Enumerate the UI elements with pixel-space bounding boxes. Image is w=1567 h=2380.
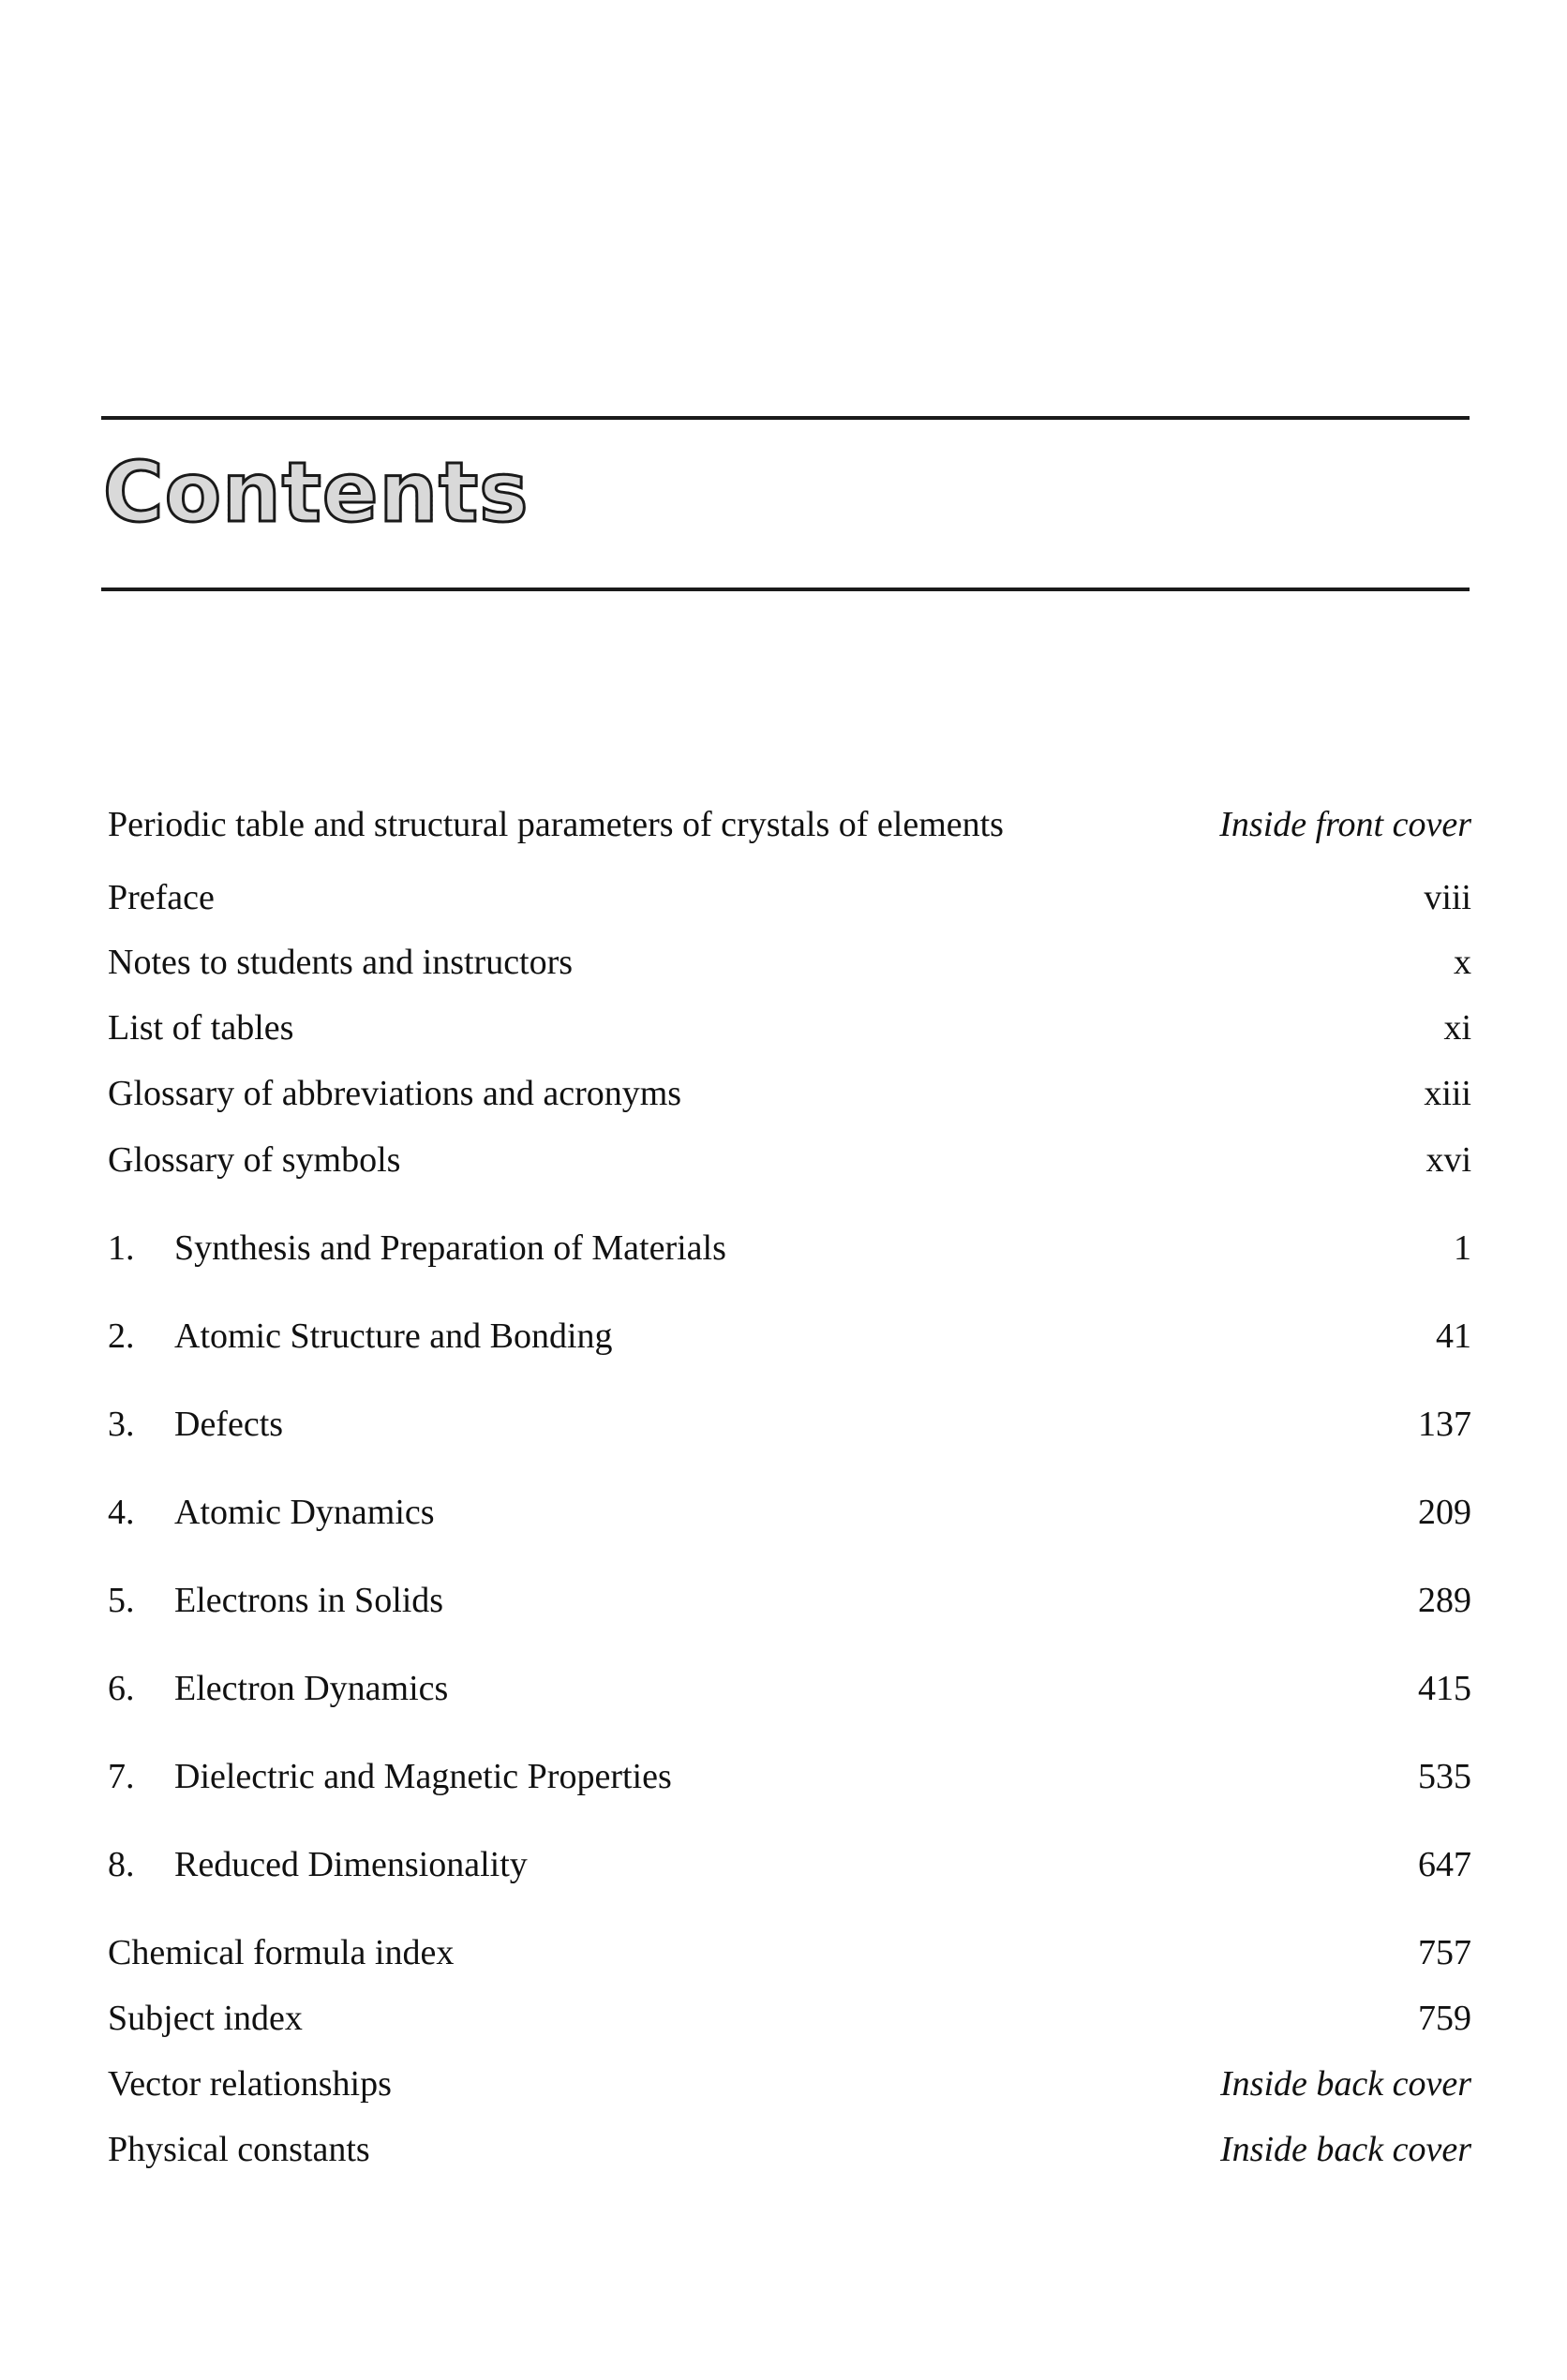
chapter-number: 4. (108, 1493, 135, 1532)
chapter-page: 209 (1418, 1493, 1471, 1532)
chapter-number: 3. (108, 1405, 135, 1444)
toc-entry-physical-constants (0, 2125, 1567, 2174)
toc-entry-label: Glossary of abbreviations and acronyms (108, 1074, 682, 1113)
chapter-number: 6. (108, 1669, 135, 1708)
chapter-page: 289 (1418, 1581, 1471, 1620)
chapter-title: Synthesis and Preparation of Materials (174, 1228, 726, 1268)
chapter-number: 5. (108, 1581, 135, 1620)
toc-entry-label: Physical constants (108, 2130, 370, 2169)
toc-chapter-1 (0, 1224, 1567, 1272)
toc-entry-page: xvi (1425, 1140, 1471, 1180)
chapter-page: 1 (1454, 1228, 1471, 1268)
toc-entry-subject-index (0, 1994, 1567, 2043)
toc-chapter-2 (0, 1312, 1567, 1361)
chapter-title: Reduced Dimensionality (174, 1845, 528, 1884)
chapter-page: 647 (1418, 1845, 1471, 1884)
chapter-title: Dielectric and Magnetic Properties (174, 1757, 672, 1796)
toc-entry-notes (0, 938, 1567, 987)
toc-entry-page: Inside back cover (1220, 2130, 1471, 2169)
toc-chapter-6 (0, 1664, 1567, 1713)
page-title: Contents (103, 444, 530, 541)
toc-entry-label: Chemical formula index (108, 1933, 455, 1972)
chapter-title: Electron Dynamics (174, 1669, 449, 1708)
bottom-rule (101, 588, 1470, 591)
chapter-number: 2. (108, 1316, 135, 1356)
toc-entry-vector-relationships (0, 2060, 1567, 2108)
toc-entry-label: List of tables (108, 1008, 294, 1048)
toc-entry-page: 757 (1418, 1933, 1471, 1972)
chapter-page: 137 (1418, 1405, 1471, 1444)
toc-entry-label: Vector relationships (108, 2064, 392, 2104)
chapter-number: 1. (108, 1228, 135, 1268)
chapter-title: Defects (174, 1405, 284, 1444)
toc-chapter-8 (0, 1840, 1567, 1889)
toc-chapter-5 (0, 1576, 1567, 1625)
chapter-page: 415 (1418, 1669, 1471, 1708)
toc-entry-page: Inside front cover (1219, 805, 1471, 844)
toc-entry-list-of-tables (0, 1004, 1567, 1052)
toc-chapter-3 (0, 1400, 1567, 1449)
top-rule (101, 416, 1470, 420)
chapter-number: 8. (108, 1845, 135, 1884)
toc-entry-glossary-abbreviations (0, 1069, 1567, 1118)
toc-entry-page: Inside back cover (1220, 2064, 1471, 2104)
toc-entry-periodic-table (0, 800, 1567, 849)
toc-entry-label: Glossary of symbols (108, 1140, 401, 1180)
toc-entry-page: xiii (1424, 1074, 1471, 1113)
toc-entry-label: Subject index (108, 1999, 303, 2038)
chapter-title: Atomic Structure and Bonding (174, 1316, 613, 1356)
chapter-page: 535 (1418, 1757, 1471, 1796)
toc-entry-page: xi (1443, 1008, 1471, 1048)
chapter-page: 41 (1436, 1316, 1471, 1356)
toc-chapter-7 (0, 1752, 1567, 1801)
chapter-number: 7. (108, 1757, 135, 1796)
toc-entry-glossary-symbols (0, 1136, 1567, 1184)
toc-chapter-4 (0, 1488, 1567, 1537)
chapter-title: Atomic Dynamics (174, 1493, 435, 1532)
toc-entry-page: viii (1424, 878, 1471, 917)
toc-entry-page: 759 (1418, 1999, 1471, 2038)
toc-entry-chemical-formula-index (0, 1928, 1567, 1977)
toc-entry-preface (0, 873, 1567, 922)
toc-entry-label: Periodic table and structural parameters of crystals of elements (108, 805, 1004, 844)
chapter-title: Electrons in Solids (174, 1581, 444, 1620)
toc-entry-label: Preface (108, 878, 215, 917)
toc-entry-label: Notes to students and instructors (108, 943, 574, 982)
toc-entry-page: x (1454, 943, 1471, 982)
